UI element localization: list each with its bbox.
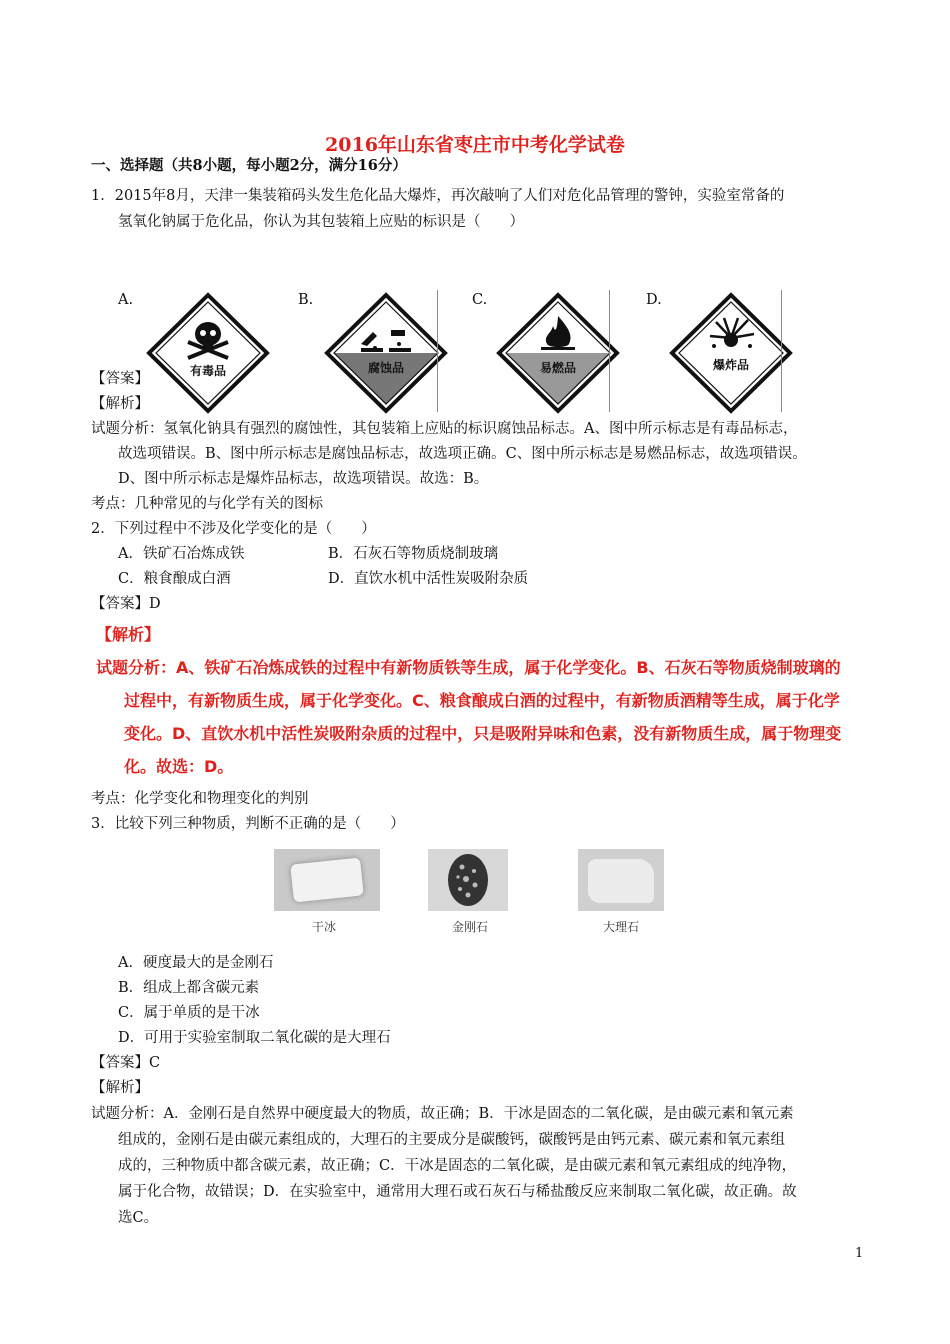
flame-icon	[495, 292, 621, 414]
q3-option-b: B．组成上都含碳元素	[118, 980, 260, 996]
diamond-photo	[428, 849, 508, 911]
marble-caption: 大理石	[603, 920, 640, 934]
q2-analysis-line2: 过程中，有新物质生成，属于化学变化。C、粮食酿成白酒的过程中，有新物质酒精等生成，属于化学	[124, 691, 840, 710]
q1-option-c-letter: C.	[472, 292, 488, 308]
hazard-label-toxic: 有毒品	[189, 364, 227, 378]
q3-analysis-line4: 属于化合物，故错误；D．在实验室中，通常用大理石或石灰石与稀盐酸反应来制取二氧化碳，故正确。故	[118, 1184, 797, 1200]
diamond-caption: 金刚石	[452, 920, 489, 934]
q3-stem: 3．比较下列三种物质，判断不正确的是（ ）	[91, 816, 405, 832]
q1-analysis-line2: 故选项错误。B、图中所示标志是腐蚀品标志，故选项正确。C、图中所示标志是易燃品标志，故选项错误。	[118, 446, 807, 462]
q2-option-b: B．石灰石等物质烧制玻璃	[328, 546, 499, 562]
q1-option-b-letter: B.	[298, 292, 314, 308]
q3-option-a: A．硬度最大的是金刚石	[118, 955, 274, 971]
q3-analysis-line5: 选C。	[118, 1210, 159, 1226]
q1-point: 考点：几种常见的与化学有关的图标	[91, 496, 323, 512]
q1-stem-line1: 1．2015年8月，天津一集装箱码头发生危化品大爆炸，再次敲响了人们对危化品管理的警钟，实验室常备的	[91, 188, 785, 204]
q2-analysis-line3: 变化。D、直饮水机中活性炭吸附杂质的过程中，只是吸附异味和色素，没有新物质生成，属于物理变	[124, 724, 842, 743]
q2-option-c: C．粮食酿成白酒	[118, 571, 231, 587]
q3-answer: 【答案】C	[91, 1055, 161, 1071]
divider	[609, 290, 610, 412]
divider	[781, 290, 782, 412]
q2-answer: 【答案】D	[91, 596, 161, 612]
marble-photo	[578, 849, 664, 911]
corrosive-icon	[323, 292, 449, 414]
divider	[437, 290, 438, 412]
dry-ice-caption: 干冰	[312, 920, 337, 934]
q3-option-d: D．可用于实验室制取二氧化碳的是大理石	[118, 1030, 391, 1046]
q1-option-d-letter: D.	[646, 292, 662, 308]
q3-analysis-head: 【解析】	[91, 1080, 149, 1096]
q2-option-a: A．铁矿石冶炼成铁	[118, 546, 245, 562]
explosion-icon	[668, 292, 794, 414]
q1-answer: 【答案】	[91, 371, 149, 387]
page-number: 1	[855, 1246, 864, 1261]
page-title: 2016年山东省枣庄市中考化学试卷	[325, 134, 625, 156]
q1-stem-line2: 氢氧化钠属于危化品，你认为其包装箱上应贴的标识是（ ）	[118, 214, 524, 230]
hazard-label-explosive: 爆炸品	[712, 358, 750, 372]
q3-option-c: C．属于单质的是干冰	[118, 1005, 260, 1021]
q3-analysis-line3: 成的，三种物质中都含碳元素，故正确；C．干冰是固态的二氧化碳，是由碳元素和氧元素组成的纯净物，	[118, 1158, 797, 1174]
q2-stem: 2．下列过程中不涉及化学变化的是（ ）	[91, 521, 376, 537]
q1-option-a-letter: A.	[118, 292, 134, 308]
q2-option-d: D．直饮水机中活性炭吸附杂质	[328, 571, 529, 587]
hazard-label-corrosive: 腐蚀品	[367, 361, 405, 375]
q2-analysis-line4: 化。故选：D。	[124, 757, 234, 776]
q1-analysis-line1: 试题分析：氢氧化钠具有强烈的腐蚀性，其包装箱上应贴的标识腐蚀品标志。A、图中所示标志是有毒品标志，	[91, 421, 798, 437]
q2-analysis-line1: 试题分析：A、铁矿石冶炼成铁的过程中有新物质铁等生成，属于化学变化。B、石灰石等物质烧制玻璃的	[96, 658, 841, 677]
skull-crossbones-icon	[145, 292, 271, 414]
q1-analysis-line3: D、图中所示标志是爆炸品标志，故选项错误。故选：B。	[118, 471, 489, 487]
q3-analysis-line1: 试题分析：A．金刚石是自然界中硬度最大的物质，故正确；B．干冰是固态的二氧化碳，是由碳元素和氧元素	[91, 1106, 794, 1122]
dry-ice-photo	[274, 849, 380, 911]
q3-analysis-line2: 组成的，金刚石是由碳元素组成的，大理石的主要成分是碳酸钙，碳酸钙是由钙元素、碳元素和氧元素组	[118, 1132, 785, 1148]
section-heading: 一、选择题（共8小题，每小题2分，满分16分）	[91, 157, 407, 174]
q2-analysis-head: 【解析】	[96, 625, 161, 644]
hazard-label-flammable: 易燃品	[539, 361, 577, 375]
q2-point: 考点：化学变化和物理变化的判别	[91, 791, 309, 807]
q1-analysis-head: 【解析】	[91, 396, 149, 412]
